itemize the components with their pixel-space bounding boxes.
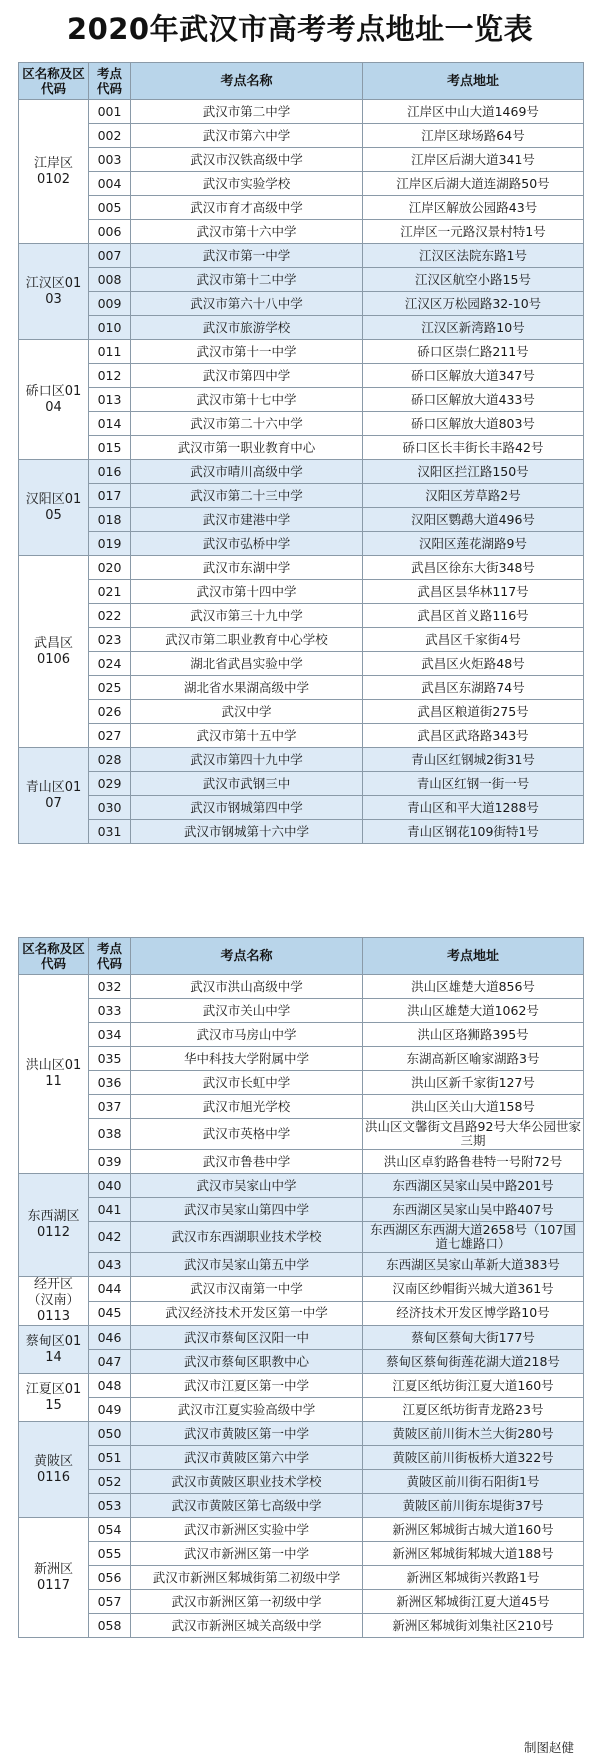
site-code-cell: 058 [89,1614,131,1638]
site-address-cell: 洪山区新千家街127号 [363,1071,584,1095]
site-name-cell: 武汉市江夏实验高级中学 [131,1398,363,1422]
site-code-cell: 041 [89,1198,131,1222]
site-name-cell: 武汉市新洲区第一初级中学 [131,1590,363,1614]
district-cell: 武昌区 0106 [19,556,89,748]
site-address-cell: 江岸区一元路汉景村特1号 [363,220,584,244]
site-address-cell: 江岸区中山大道1469号 [363,100,584,124]
table-row [19,1326,584,1350]
site-code-cell: 056 [89,1566,131,1590]
site-address-cell: 东西湖区吴家山吴中路407号 [363,1198,584,1222]
district-cell: 硚口区01 04 [19,340,89,460]
table-row [19,1071,584,1095]
site-name-cell: 武汉市江夏区第一中学 [131,1374,363,1398]
table-row [19,796,584,820]
site-address-cell: 硚口区崇仁路211号 [363,340,584,364]
site-code-cell: 030 [89,796,131,820]
site-code-cell: 043 [89,1253,131,1277]
table-row [19,1277,584,1302]
table-row [19,999,584,1023]
site-name-cell: 武汉市新洲区实验中学 [131,1518,363,1542]
site-name-cell: 武汉市第十一中学 [131,340,363,364]
site-address-cell: 黄陂区前川街木兰大街280号 [363,1422,584,1446]
table-row [19,412,584,436]
site-name-cell: 武汉市汉铁高级中学 [131,148,363,172]
district-cell: 洪山区01 11 [19,975,89,1174]
site-name-cell: 武汉市长虹中学 [131,1071,363,1095]
site-name-cell: 武汉市第六中学 [131,124,363,148]
header-district: 区名称及区代码 [19,938,89,975]
site-address-cell: 青山区钢花109街特1号 [363,820,584,844]
table-row [19,1119,584,1150]
site-address-cell: 江夏区纸坊街江夏大道160号 [363,1374,584,1398]
site-name-cell: 武汉市育才高级中学 [131,196,363,220]
site-code-cell: 017 [89,484,131,508]
site-code-cell: 023 [89,628,131,652]
site-code-cell: 055 [89,1542,131,1566]
site-address-cell: 武昌区火炬路48号 [363,652,584,676]
table-row [19,1422,584,1446]
site-address-cell: 洪山区关山大道158号 [363,1095,584,1119]
site-name-cell: 武汉市东西湖职业技术学校 [131,1222,363,1253]
site-address-cell: 黄陂区前川街板桥大道322号 [363,1446,584,1470]
district-cell: 新洲区 0117 [19,1518,89,1638]
site-address-cell: 江夏区纸坊街青龙路23号 [363,1398,584,1422]
page-title: 2020年武汉市高考考点地址一览表 [66,12,534,46]
site-address-cell: 汉南区纱帽街兴城大道361号 [363,1277,584,1302]
site-name-cell: 武汉市第一职业教育中心 [131,436,363,460]
header-site-address: 考点地址 [363,938,584,975]
table-row [19,364,584,388]
site-address-cell: 东湖高新区喻家湖路3号 [363,1047,584,1071]
site-code-cell: 025 [89,676,131,700]
table-row [19,508,584,532]
site-code-cell: 038 [89,1119,131,1150]
site-name-cell: 武汉市新洲区城关高级中学 [131,1614,363,1638]
site-code-cell: 004 [89,172,131,196]
table-row [19,556,584,580]
site-code-cell: 047 [89,1350,131,1374]
site-name-cell: 武汉市第十七中学 [131,388,363,412]
site-code-cell: 031 [89,820,131,844]
table-row [19,1542,584,1566]
site-name-cell: 武汉市汉南第一中学 [131,1277,363,1302]
table-row [19,148,584,172]
site-name-cell: 武汉市鲁巷中学 [131,1150,363,1174]
district-cell: 经开区 （汉南） 0113 [19,1277,89,1326]
site-code-cell: 057 [89,1590,131,1614]
table-header-row [19,938,584,975]
site-code-cell: 032 [89,975,131,999]
site-name-cell: 武汉市旭光学校 [131,1095,363,1119]
site-code-cell: 034 [89,1023,131,1047]
site-address-cell: 汉阳区拦江路150号 [363,460,584,484]
site-code-cell: 037 [89,1095,131,1119]
site-name-cell: 武汉市吴家山第四中学 [131,1198,363,1222]
site-address-cell: 武昌区粮道街275号 [363,700,584,724]
site-code-cell: 011 [89,340,131,364]
district-cell: 蔡甸区01 14 [19,1326,89,1374]
site-name-cell: 武汉市吴家山中学 [131,1174,363,1198]
site-name-cell: 湖北省武昌实验中学 [131,652,363,676]
site-name-cell: 武汉市吴家山第五中学 [131,1253,363,1277]
district-cell: 江岸区 0102 [19,100,89,244]
site-code-cell: 021 [89,580,131,604]
site-name-cell: 武汉市第二十三中学 [131,484,363,508]
district-cell: 黄陂区 0116 [19,1422,89,1518]
table-row [19,436,584,460]
site-code-cell: 049 [89,1398,131,1422]
site-address-cell: 新洲区邾城街兴教路1号 [363,1566,584,1590]
site-name-cell: 武汉市第四中学 [131,364,363,388]
site-code-cell: 026 [89,700,131,724]
site-code-cell: 015 [89,436,131,460]
site-code-cell: 008 [89,268,131,292]
site-name-cell: 武汉市第二十六中学 [131,412,363,436]
site-name-cell: 武汉市第二中学 [131,100,363,124]
site-name-cell: 武汉市新洲区第一中学 [131,1542,363,1566]
site-code-cell: 005 [89,196,131,220]
site-code-cell: 020 [89,556,131,580]
table-row [19,1222,584,1253]
table-row [19,1566,584,1590]
header-site-name: 考点名称 [131,63,363,100]
site-code-cell: 003 [89,148,131,172]
site-address-cell: 江汉区航空小路15号 [363,268,584,292]
site-name-cell: 武汉市黄陂区第六中学 [131,1446,363,1470]
site-code-cell: 036 [89,1071,131,1095]
site-address-cell: 武昌区徐东大街348号 [363,556,584,580]
table-row [19,220,584,244]
table-row [19,1095,584,1119]
table-row [19,388,584,412]
site-address-cell: 硚口区解放大道433号 [363,388,584,412]
site-name-cell: 武汉市蔡甸区职教中心 [131,1350,363,1374]
site-name-cell: 华中科技大学附属中学 [131,1047,363,1071]
site-name-cell: 武汉经济技术开发区第一中学 [131,1301,363,1326]
table-row [19,1047,584,1071]
site-name-cell: 武汉市钢城第十六中学 [131,820,363,844]
table-row [19,1301,584,1326]
site-code-cell: 053 [89,1494,131,1518]
site-address-cell: 硚口区解放大道803号 [363,412,584,436]
table-row [19,975,584,999]
table-row [19,628,584,652]
credit-text: 制图赵健 [523,1740,574,1755]
site-address-cell: 江岸区解放公园路43号 [363,196,584,220]
site-address-cell: 青山区红钢城2街31号 [363,748,584,772]
site-address-cell: 武昌区首义路116号 [363,604,584,628]
site-code-cell: 002 [89,124,131,148]
site-address-cell: 江汉区万松园路32-10号 [363,292,584,316]
table-row [19,1446,584,1470]
site-code-cell: 042 [89,1222,131,1253]
site-code-cell: 040 [89,1174,131,1198]
site-address-cell: 新洲区邾城街古城大道160号 [363,1518,584,1542]
table-row [19,1198,584,1222]
site-address-cell: 蔡甸区蔡甸大街177号 [363,1326,584,1350]
site-name-cell: 武汉市第四十九中学 [131,748,363,772]
site-code-cell: 051 [89,1446,131,1470]
site-code-cell: 045 [89,1301,131,1326]
site-code-cell: 054 [89,1518,131,1542]
site-address-cell: 经济技术开发区博学路10号 [363,1301,584,1326]
site-address-cell: 洪山区卓豹路鲁巷特一号附72号 [363,1150,584,1174]
table-row [19,1150,584,1174]
table-row [19,1518,584,1542]
table-row [19,1023,584,1047]
site-name-cell: 武汉市马房山中学 [131,1023,363,1047]
site-name-cell: 武汉市第十二中学 [131,268,363,292]
table-row [19,196,584,220]
site-address-cell: 汉阳区莲花湖路9号 [363,532,584,556]
site-address-cell: 武昌区武珞路343号 [363,724,584,748]
site-name-cell: 武汉中学 [131,700,363,724]
site-name-cell: 武汉市东湖中学 [131,556,363,580]
site-address-cell: 洪山区雄楚大道1062号 [363,999,584,1023]
district-cell: 江夏区01 15 [19,1374,89,1422]
site-address-cell: 武昌区昙华林117号 [363,580,584,604]
table-row [19,700,584,724]
site-address-cell: 新洲区邾城街刘集社区210号 [363,1614,584,1638]
site-name-cell: 武汉市英格中学 [131,1119,363,1150]
table-row [19,1494,584,1518]
site-name-cell: 湖北省水果湖高级中学 [131,676,363,700]
table-row [19,1174,584,1198]
table-header-row [19,63,584,100]
site-code-cell: 010 [89,316,131,340]
site-name-cell: 武汉市黄陂区第一中学 [131,1422,363,1446]
exam-site-table-part-2 [18,937,584,1638]
site-address-cell: 青山区红钢一街一号 [363,772,584,796]
site-address-cell: 江岸区后湖大道连湖路50号 [363,172,584,196]
site-code-cell: 050 [89,1422,131,1446]
site-address-cell: 武昌区东湖路74号 [363,676,584,700]
site-code-cell: 007 [89,244,131,268]
site-name-cell: 武汉市晴川高级中学 [131,460,363,484]
site-address-cell: 汉阳区芳草路2号 [363,484,584,508]
table-row [19,1253,584,1277]
site-code-cell: 013 [89,388,131,412]
site-code-cell: 029 [89,772,131,796]
site-address-cell: 新洲区邾城街江夏大道45号 [363,1590,584,1614]
table-row [19,580,584,604]
site-code-cell: 014 [89,412,131,436]
site-address-cell: 硚口区解放大道347号 [363,364,584,388]
site-name-cell: 武汉市旅游学校 [131,316,363,340]
table-row [19,484,584,508]
table-row [19,748,584,772]
site-name-cell: 武汉市关山中学 [131,999,363,1023]
table-row [19,724,584,748]
site-name-cell: 武汉市第六十八中学 [131,292,363,316]
site-code-cell: 048 [89,1374,131,1398]
site-name-cell: 武汉市第十六中学 [131,220,363,244]
header-code: 考点代码 [89,938,131,975]
site-address-cell: 蔡甸区蔡甸街莲花湖大道218号 [363,1350,584,1374]
table-row [19,1374,584,1398]
site-address-cell: 江汉区法院东路1号 [363,244,584,268]
site-address-cell: 新洲区邾城街邾城大道188号 [363,1542,584,1566]
site-code-cell: 044 [89,1277,131,1302]
table-row [19,652,584,676]
site-code-cell: 033 [89,999,131,1023]
site-code-cell: 035 [89,1047,131,1071]
table-row [19,124,584,148]
site-name-cell: 武汉市黄陂区职业技术学校 [131,1470,363,1494]
site-code-cell: 027 [89,724,131,748]
site-name-cell: 武汉市洪山高级中学 [131,975,363,999]
table-row [19,460,584,484]
site-name-cell: 武汉市黄陂区第七高级中学 [131,1494,363,1518]
table-row [19,244,584,268]
site-code-cell: 022 [89,604,131,628]
site-code-cell: 012 [89,364,131,388]
site-code-cell: 009 [89,292,131,316]
site-name-cell: 武汉市建港中学 [131,508,363,532]
site-address-cell: 洪山区雄楚大道856号 [363,975,584,999]
site-address-cell: 江岸区球场路64号 [363,124,584,148]
table-row [19,772,584,796]
table-row [19,1398,584,1422]
header-code: 考点代码 [89,63,131,100]
table-row [19,532,584,556]
site-name-cell: 武汉市第二职业教育中心学校 [131,628,363,652]
exam-site-table-part-1 [18,62,584,844]
site-address-cell: 东西湖区吴家山革新大道383号 [363,1253,584,1277]
table-row [19,604,584,628]
site-address-cell: 东西湖区东西湖大道2658号（107国道七雄路口） [363,1222,584,1253]
site-address-cell: 黄陂区前川街东堤街37号 [363,1494,584,1518]
site-address-cell: 洪山区珞狮路395号 [363,1023,584,1047]
table-row [19,1614,584,1638]
site-code-cell: 024 [89,652,131,676]
site-name-cell: 武汉市弘桥中学 [131,532,363,556]
site-address-cell: 黄陂区前川街石阳街1号 [363,1470,584,1494]
district-cell: 青山区01 07 [19,748,89,844]
site-address-cell: 江岸区后湖大道341号 [363,148,584,172]
site-name-cell: 武汉市武钢三中 [131,772,363,796]
header-district: 区名称及区代码 [19,63,89,100]
site-name-cell: 武汉市钢城第四中学 [131,796,363,820]
table-row [19,100,584,124]
site-name-cell: 武汉市第十四中学 [131,580,363,604]
site-name-cell: 武汉市第一中学 [131,244,363,268]
table-row [19,1350,584,1374]
table-row [19,1590,584,1614]
header-site-address: 考点地址 [363,63,584,100]
site-address-cell: 江汉区新湾路10号 [363,316,584,340]
site-address-cell: 青山区和平大道1288号 [363,796,584,820]
site-name-cell: 武汉市新洲区邾城街第二初级中学 [131,1566,363,1590]
header-site-name: 考点名称 [131,938,363,975]
table-row [19,820,584,844]
site-code-cell: 016 [89,460,131,484]
site-code-cell: 019 [89,532,131,556]
table-row [19,1470,584,1494]
site-code-cell: 018 [89,508,131,532]
site-code-cell: 046 [89,1326,131,1350]
site-address-cell: 汉阳区鹦鹉大道496号 [363,508,584,532]
district-cell: 江汉区01 03 [19,244,89,340]
site-name-cell: 武汉市蔡甸区汉阳一中 [131,1326,363,1350]
district-cell: 东西湖区 0112 [19,1174,89,1277]
table-row [19,676,584,700]
site-name-cell: 武汉市第三十九中学 [131,604,363,628]
site-address-cell: 武昌区千家街4号 [363,628,584,652]
site-address-cell: 东西湖区吴家山吴中路201号 [363,1174,584,1198]
table-row [19,316,584,340]
site-code-cell: 001 [89,100,131,124]
site-code-cell: 028 [89,748,131,772]
site-name-cell: 武汉市第十五中学 [131,724,363,748]
table-row [19,268,584,292]
site-name-cell: 武汉市实验学校 [131,172,363,196]
site-code-cell: 006 [89,220,131,244]
table-row [19,340,584,364]
site-address-cell: 硚口区长丰街长丰路42号 [363,436,584,460]
district-cell: 汉阳区01 05 [19,460,89,556]
table-row [19,292,584,316]
site-address-cell: 洪山区文馨街文昌路92号大华公园世家三期 [363,1119,584,1150]
site-code-cell: 039 [89,1150,131,1174]
site-code-cell: 052 [89,1470,131,1494]
table-row [19,172,584,196]
